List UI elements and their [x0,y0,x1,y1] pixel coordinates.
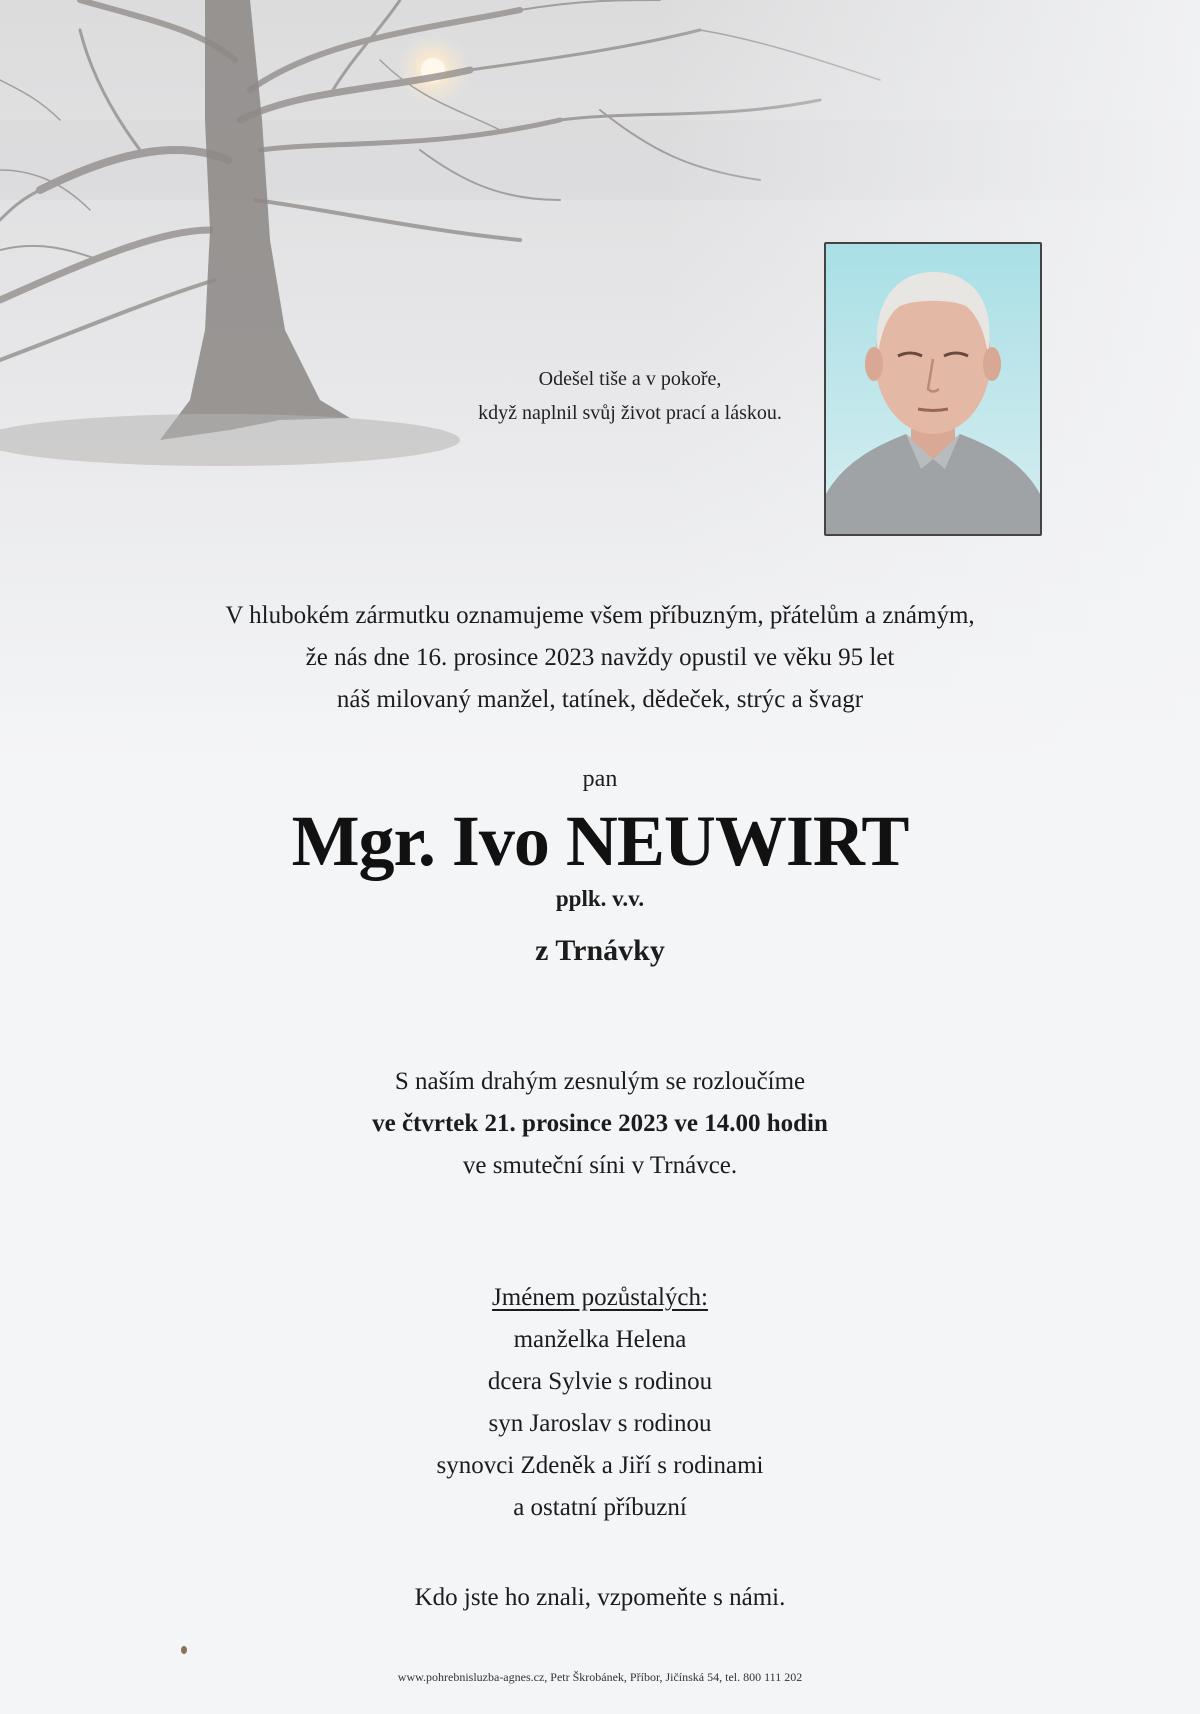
footer-contact: www.pohrebnisluzba-agnes.cz, Petr Škrobánek, Příbor, Jičínská 54, tel. 800 111 202 [397,1670,803,1684]
deceased-name: Mgr. Ivo NEUWIRT [291,801,909,881]
deceased-prefix: pan [582,766,618,792]
motto [430,362,830,430]
announcement-line-3: náš milovaný manžel, tatínek, dědeček, strýc a švagr [336,686,864,713]
portrait-photo [824,242,1042,536]
deceased-origin: z Trnávky [535,934,665,967]
survivors-list [0,1277,1200,1529]
survivor-item: manželka Helena [513,1326,687,1353]
survivor-item: syn Jaroslav s rodinou [488,1410,712,1437]
motto-line-2: když naplnil svůj život prací a láskou. [478,402,782,424]
paper-speck [181,1646,187,1654]
motto-line-1: Odešel tiše a v pokoře, [538,368,722,390]
farewell-date-time: ve čtvrtek 21. prosince 2023 ve 14.00 hodin [372,1110,828,1137]
announcement-line-1: V hlubokém zármutku oznamujeme všem příbuzným, přátelům a známým, [225,602,975,629]
survivor-item: dcera Sylvie s rodinou [487,1368,713,1395]
closing-line: Kdo jste ho znali, vzpomeňte s námi. [414,1584,786,1611]
survivor-item: a ostatní příbuzní [513,1494,687,1521]
portrait-illustration [826,244,1040,534]
announcement [0,595,1200,721]
announcement-line-2: že nás dne 16. prosince 2023 navždy opustil ve věku 95 let [305,644,895,671]
survivor-item: synovci Zdeněk a Jiří s rodinami [436,1452,764,1479]
farewell-location: ve smuteční síni v Trnávce. [462,1152,738,1179]
farewell-line-1: S naším drahým zesnulým se rozloučíme [394,1068,806,1095]
survivors-heading: Jménem pozůstalých: [492,1284,708,1311]
deceased-rank: pplk. v.v. [555,886,645,911]
farewell-info [0,1061,1200,1187]
